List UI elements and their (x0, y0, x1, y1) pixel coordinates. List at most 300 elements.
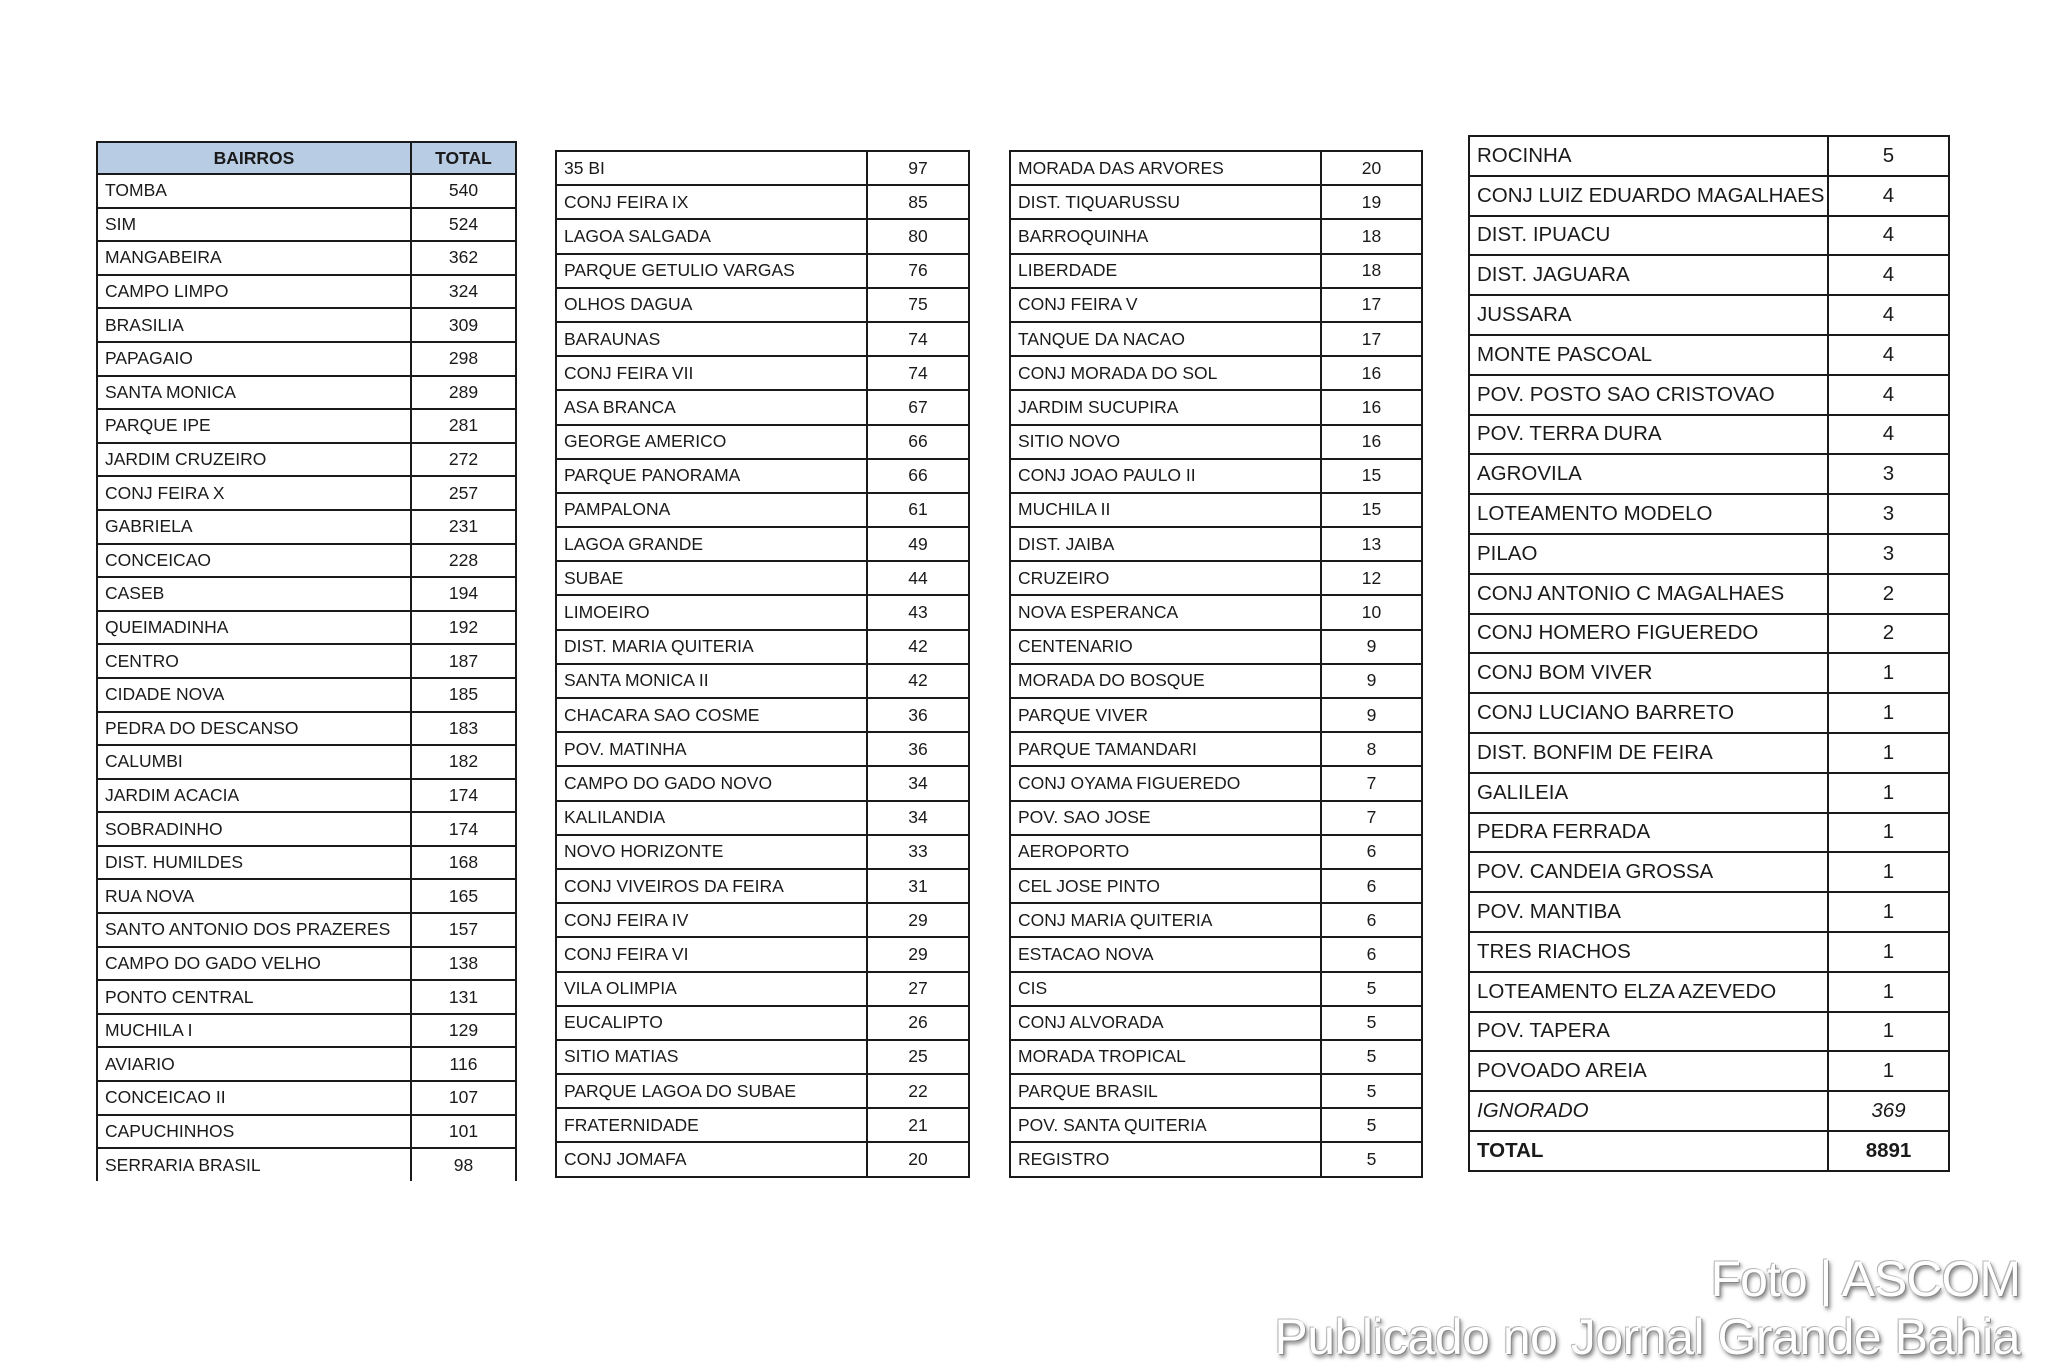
case-total: 13 (1321, 527, 1422, 561)
case-total: 17 (1321, 322, 1422, 356)
case-total: 4 (1828, 295, 1949, 335)
case-total: 9 (1321, 664, 1422, 698)
table-row (1010, 322, 1422, 356)
case-total: 5 (1828, 136, 1949, 176)
case-total: 107 (411, 1081, 516, 1115)
neighborhood-name: CONJ JOMAFA (556, 1142, 867, 1176)
column-header-total: TOTAL (411, 142, 516, 174)
case-total: 157 (411, 913, 516, 947)
table-row (556, 972, 969, 1006)
neighborhood-name: CENTENARIO (1010, 630, 1321, 664)
table-row (1469, 295, 1949, 335)
table-row (556, 322, 969, 356)
column-header-bairros: BAIRROS (97, 142, 411, 174)
table-row (1010, 732, 1422, 766)
case-total: 97 (867, 151, 969, 185)
neighborhood-name: POV. MANTIBA (1469, 892, 1828, 932)
table-row (1469, 255, 1949, 295)
table-row (1469, 653, 1949, 693)
case-total: 3 (1828, 454, 1949, 494)
neighborhood-name: BRASILIA (97, 308, 411, 342)
table-row (1010, 903, 1422, 937)
neighborhood-name: JARDIM CRUZEIRO (97, 443, 411, 477)
table-row (1469, 216, 1949, 256)
case-total: 1 (1828, 972, 1949, 1012)
table-row (556, 801, 969, 835)
case-total: 1 (1828, 733, 1949, 773)
neighborhood-name: POVOADO AREIA (1469, 1051, 1828, 1091)
table-row (1010, 972, 1422, 1006)
table-row (1469, 176, 1949, 216)
table-row (1010, 937, 1422, 971)
table-row (97, 1047, 516, 1081)
table-row (556, 903, 969, 937)
neighborhood-name: CASEB (97, 577, 411, 611)
neighborhood-name: PARQUE VIVER (1010, 698, 1321, 732)
neighborhood-name: DIST. BONFIM DE FEIRA (1469, 733, 1828, 773)
table-row (1010, 356, 1422, 390)
case-total: 1 (1828, 932, 1949, 972)
neighborhood-name: CAPUCHINHOS (97, 1115, 411, 1149)
table-row (97, 342, 516, 376)
case-total: 42 (867, 664, 969, 698)
neighborhood-name: KALILANDIA (556, 801, 867, 835)
case-total: 174 (411, 812, 516, 846)
neighborhood-name: PAMPALONA (556, 493, 867, 527)
neighborhood-name: CONCEICAO II (97, 1081, 411, 1115)
table-row (1469, 813, 1949, 853)
table-row (1469, 932, 1949, 972)
case-total: 116 (411, 1047, 516, 1081)
table-row (556, 835, 969, 869)
table-row (1010, 1074, 1422, 1108)
case-total: 2 (1828, 614, 1949, 654)
table-row (1010, 185, 1422, 219)
case-total: 4 (1828, 255, 1949, 295)
table-row (1010, 254, 1422, 288)
case-total: 15 (1321, 459, 1422, 493)
neighborhood-name: PARQUE PANORAMA (556, 459, 867, 493)
neighborhood-name: REGISTRO (1010, 1142, 1321, 1176)
table-row (97, 678, 516, 712)
case-total: 85 (867, 185, 969, 219)
table-row (1010, 459, 1422, 493)
table-row (1469, 852, 1949, 892)
table-row (97, 1014, 516, 1048)
neighborhood-name: TANQUE DA NACAO (1010, 322, 1321, 356)
case-total: 74 (867, 356, 969, 390)
ignored-value: 369 (1828, 1091, 1949, 1131)
neighborhood-name: MORADA DAS ARVORES (1010, 151, 1321, 185)
case-total: 18 (1321, 254, 1422, 288)
neighborhood-name: MORADA TROPICAL (1010, 1040, 1321, 1074)
neighborhood-name: POV. SANTA QUITERIA (1010, 1108, 1321, 1142)
case-total: 20 (867, 1142, 969, 1176)
neighborhood-name: VILA OLIMPIA (556, 972, 867, 1006)
neighborhood-name: TRES RIACHOS (1469, 932, 1828, 972)
neighborhood-name: SITIO NOVO (1010, 425, 1321, 459)
table-row (1010, 151, 1422, 185)
table-row (556, 425, 969, 459)
table-row (1010, 595, 1422, 629)
neighborhood-name: CONJ OYAMA FIGUEREDO (1010, 766, 1321, 800)
table-row (1469, 892, 1949, 932)
case-total: 4 (1828, 216, 1949, 256)
neighborhood-name: ROCINHA (1469, 136, 1828, 176)
case-total: 49 (867, 527, 969, 561)
table-row (1469, 614, 1949, 654)
case-total: 4 (1828, 335, 1949, 375)
table-row (97, 241, 516, 275)
neighborhood-name: CAMPO DO GADO VELHO (97, 947, 411, 981)
neighborhood-name: LAGOA GRANDE (556, 527, 867, 561)
neighborhood-name: POV. POSTO SAO CRISTOVAO (1469, 375, 1828, 415)
neighborhood-name: CONJ FEIRA VII (556, 356, 867, 390)
table-row (97, 476, 516, 510)
case-total: 29 (867, 903, 969, 937)
case-total: 6 (1321, 835, 1422, 869)
neighborhood-name: PARQUE GETULIO VARGAS (556, 254, 867, 288)
case-total: 5 (1321, 1074, 1422, 1108)
case-total: 9 (1321, 698, 1422, 732)
neighborhood-name: CONJ FEIRA IX (556, 185, 867, 219)
table-row (97, 812, 516, 846)
table-row (97, 208, 516, 242)
neighborhood-name: CONJ BOM VIVER (1469, 653, 1828, 693)
table-row (1469, 534, 1949, 574)
case-total: 74 (867, 322, 969, 356)
neighborhood-name: CONJ FEIRA VI (556, 937, 867, 971)
case-total: 272 (411, 443, 516, 477)
table-row (1469, 375, 1949, 415)
case-total: 80 (867, 219, 969, 253)
table-row (1010, 1142, 1422, 1176)
table-row (556, 561, 969, 595)
case-total: 165 (411, 879, 516, 913)
table-row (1469, 1051, 1949, 1091)
neighborhood-name: PAPAGAIO (97, 342, 411, 376)
table-row (1010, 664, 1422, 698)
table-row (1010, 527, 1422, 561)
neighborhood-name: AVIARIO (97, 1047, 411, 1081)
table-row (556, 1142, 969, 1176)
neighborhood-name: LAGOA SALGADA (556, 219, 867, 253)
neighborhood-name: AGROVILA (1469, 454, 1828, 494)
table-row (556, 698, 969, 732)
neighborhood-name: MONTE PASCOAL (1469, 335, 1828, 375)
neighborhood-name: BARAUNAS (556, 322, 867, 356)
neighborhood-name: CAMPO LIMPO (97, 275, 411, 309)
table-row (1010, 1108, 1422, 1142)
table-row (556, 1006, 969, 1040)
neighborhood-name: EUCALIPTO (556, 1006, 867, 1040)
table-row (556, 254, 969, 288)
neighborhood-name: MANGABEIRA (97, 241, 411, 275)
case-total: 76 (867, 254, 969, 288)
neighborhood-name: CONJ ALVORADA (1010, 1006, 1321, 1040)
neighborhood-name: FRATERNIDADE (556, 1108, 867, 1142)
neighborhood-name: PARQUE BRASIL (1010, 1074, 1321, 1108)
neighborhood-name: PONTO CENTRAL (97, 980, 411, 1014)
case-total: 4 (1828, 375, 1949, 415)
table-row (97, 275, 516, 309)
neighborhood-name: SIM (97, 208, 411, 242)
case-total: 4 (1828, 415, 1949, 455)
neighborhood-name: SANTO ANTONIO DOS PRAZERES (97, 913, 411, 947)
neighborhood-name: CONJ HOMERO FIGUEREDO (1469, 614, 1828, 654)
case-total: 29 (867, 937, 969, 971)
neighborhood-name: CALUMBI (97, 745, 411, 779)
case-total: 16 (1321, 390, 1422, 424)
neighborhood-name: CONJ ANTONIO C MAGALHAES (1469, 574, 1828, 614)
neighborhood-name: CONJ LUIZ EDUARDO MAGALHAES (1469, 176, 1828, 216)
table-row (556, 1040, 969, 1074)
case-total: 15 (1321, 493, 1422, 527)
case-total: 66 (867, 425, 969, 459)
case-total: 4 (1828, 176, 1949, 216)
table-row (556, 390, 969, 424)
table-row (1469, 415, 1949, 455)
neighborhood-name: TOMBA (97, 174, 411, 208)
table-row (1010, 561, 1422, 595)
case-total: 524 (411, 208, 516, 242)
neighborhood-name: PARQUE TAMANDARI (1010, 732, 1321, 766)
neighborhood-name: PARQUE LAGOA DO SUBAE (556, 1074, 867, 1108)
neighborhood-name: SANTA MONICA II (556, 664, 867, 698)
table-row (556, 664, 969, 698)
table-row (97, 712, 516, 746)
case-total: 228 (411, 544, 516, 578)
case-total: 324 (411, 275, 516, 309)
table-row (97, 409, 516, 443)
case-total: 98 (411, 1148, 516, 1181)
table-row (97, 980, 516, 1014)
table-row (1469, 574, 1949, 614)
table-row (1469, 454, 1949, 494)
neighborhood-name: CONJ FEIRA V (1010, 288, 1321, 322)
case-total: 309 (411, 308, 516, 342)
table-row (1010, 698, 1422, 732)
grand-total-label: TOTAL (1469, 1131, 1828, 1171)
neighborhood-name: LIMOEIRO (556, 595, 867, 629)
table-row (1469, 693, 1949, 733)
case-total: 75 (867, 288, 969, 322)
table-row (556, 869, 969, 903)
table-row (97, 1115, 516, 1149)
table-row (556, 459, 969, 493)
case-total: 17 (1321, 288, 1422, 322)
photo-credit-watermark: Foto | ASCOM (1710, 1251, 2020, 1307)
neighborhood-table-4 (1468, 135, 1950, 1172)
table-row (97, 913, 516, 947)
table-row (1010, 425, 1422, 459)
case-total: 6 (1321, 937, 1422, 971)
table-row (1469, 733, 1949, 773)
case-total: 168 (411, 846, 516, 880)
neighborhood-name: CRUZEIRO (1010, 561, 1321, 595)
table-row (97, 745, 516, 779)
case-total: 231 (411, 510, 516, 544)
neighborhood-name: CONJ FEIRA IV (556, 903, 867, 937)
neighborhood-name: SOBRADINHO (97, 812, 411, 846)
neighborhood-name: NOVA ESPERANCA (1010, 595, 1321, 629)
table-row (97, 947, 516, 981)
case-total: 5 (1321, 1142, 1422, 1176)
table-row (556, 185, 969, 219)
table-row (97, 443, 516, 477)
neighborhood-name: PEDRA FERRADA (1469, 813, 1828, 853)
case-total: 1 (1828, 813, 1949, 853)
case-total: 5 (1321, 1108, 1422, 1142)
neighborhood-name: DIST. TIQUARUSSU (1010, 185, 1321, 219)
case-total: 5 (1321, 1006, 1422, 1040)
neighborhood-name: LOTEAMENTO MODELO (1469, 494, 1828, 534)
neighborhood-name: ASA BRANCA (556, 390, 867, 424)
case-total: 22 (867, 1074, 969, 1108)
case-total: 33 (867, 835, 969, 869)
neighborhood-name: POV. TAPERA (1469, 1012, 1828, 1052)
case-total: 257 (411, 476, 516, 510)
neighborhood-name: PEDRA DO DESCANSO (97, 712, 411, 746)
case-total: 298 (411, 342, 516, 376)
neighborhood-name: CAMPO DO GADO NOVO (556, 766, 867, 800)
table-row (556, 493, 969, 527)
neighborhood-name: DIST. JAGUARA (1469, 255, 1828, 295)
case-total: 42 (867, 630, 969, 664)
case-total: 281 (411, 409, 516, 443)
table-row (1469, 136, 1949, 176)
neighborhood-name: QUEIMADINHA (97, 611, 411, 645)
case-total: 194 (411, 577, 516, 611)
case-total: 12 (1321, 561, 1422, 595)
table-row (556, 1074, 969, 1108)
grand-total-row (1469, 1131, 1949, 1171)
case-total: 19 (1321, 185, 1422, 219)
case-total: 5 (1321, 972, 1422, 1006)
table-row (556, 732, 969, 766)
case-total: 16 (1321, 425, 1422, 459)
table-row (1469, 1012, 1949, 1052)
table-row (1469, 773, 1949, 813)
table-row (556, 288, 969, 322)
case-total: 7 (1321, 801, 1422, 835)
case-total: 31 (867, 869, 969, 903)
table-row (97, 544, 516, 578)
neighborhood-name: RUA NOVA (97, 879, 411, 913)
neighborhood-name: DIST. JAIBA (1010, 527, 1321, 561)
neighborhood-name: GABRIELA (97, 510, 411, 544)
neighborhood-name: POV. CANDEIA GROSSA (1469, 852, 1828, 892)
table-row (1010, 766, 1422, 800)
neighborhood-name: CONJ MARIA QUITERIA (1010, 903, 1321, 937)
neighborhood-name: OLHOS DAGUA (556, 288, 867, 322)
table-row (97, 779, 516, 813)
table-row (97, 174, 516, 208)
neighborhood-name: DIST. IPUACU (1469, 216, 1828, 256)
case-total: 187 (411, 644, 516, 678)
neighborhood-name: CONJ JOAO PAULO II (1010, 459, 1321, 493)
case-total: 1 (1828, 1012, 1949, 1052)
case-total: 3 (1828, 534, 1949, 574)
case-total: 1 (1828, 892, 1949, 932)
case-total: 10 (1321, 595, 1422, 629)
neighborhood-name: MORADA DO BOSQUE (1010, 664, 1321, 698)
table-row (556, 595, 969, 629)
case-total: 1 (1828, 852, 1949, 892)
case-total: 1 (1828, 653, 1949, 693)
neighborhood-name: SITIO MATIAS (556, 1040, 867, 1074)
neighborhood-name: CHACARA SAO COSME (556, 698, 867, 732)
case-total: 182 (411, 745, 516, 779)
table-row (97, 1148, 516, 1181)
case-total: 6 (1321, 869, 1422, 903)
table-row (1010, 493, 1422, 527)
table-row (1469, 972, 1949, 1012)
neighborhood-name: CONJ MORADA DO SOL (1010, 356, 1321, 390)
table-row (1010, 630, 1422, 664)
neighborhood-name: GALILEIA (1469, 773, 1828, 813)
case-total: 6 (1321, 903, 1422, 937)
neighborhood-name: BARROQUINHA (1010, 219, 1321, 253)
case-total: 3 (1828, 494, 1949, 534)
neighborhood-name: JARDIM ACACIA (97, 779, 411, 813)
neighborhood-name: LOTEAMENTO ELZA AZEVEDO (1469, 972, 1828, 1012)
case-total: 289 (411, 376, 516, 410)
case-total: 138 (411, 947, 516, 981)
neighborhood-name: LIBERDADE (1010, 254, 1321, 288)
table-row (97, 846, 516, 880)
case-total: 36 (867, 732, 969, 766)
neighborhood-name: MUCHILA II (1010, 493, 1321, 527)
case-total: 9 (1321, 630, 1422, 664)
case-total: 183 (411, 712, 516, 746)
case-total: 185 (411, 678, 516, 712)
table-row (556, 937, 969, 971)
neighborhood-name: AEROPORTO (1010, 835, 1321, 869)
case-total: 61 (867, 493, 969, 527)
table-row (556, 151, 969, 185)
table-row (97, 644, 516, 678)
neighborhood-name: 35 BI (556, 151, 867, 185)
case-total: 67 (867, 390, 969, 424)
case-total: 34 (867, 766, 969, 800)
neighborhood-name: MUCHILA I (97, 1014, 411, 1048)
publisher-watermark: Publicado no Jornal Grande Bahia (1274, 1309, 2020, 1365)
table-row (1010, 288, 1422, 322)
case-total: 18 (1321, 219, 1422, 253)
table-header-row (97, 142, 516, 174)
table-row (97, 308, 516, 342)
table-row (1010, 390, 1422, 424)
table-row (1469, 494, 1949, 534)
table-row (97, 611, 516, 645)
case-total: 540 (411, 174, 516, 208)
case-total: 20 (1321, 151, 1422, 185)
case-total: 43 (867, 595, 969, 629)
neighborhood-table-3 (1009, 150, 1423, 1178)
neighborhood-name: CONJ FEIRA X (97, 476, 411, 510)
case-total: 1 (1828, 693, 1949, 733)
case-total: 7 (1321, 766, 1422, 800)
neighborhood-name: GEORGE AMERICO (556, 425, 867, 459)
neighborhood-name: JUSSARA (1469, 295, 1828, 335)
case-total: 8 (1321, 732, 1422, 766)
table-row (556, 1108, 969, 1142)
case-total: 16 (1321, 356, 1422, 390)
case-total: 101 (411, 1115, 516, 1149)
case-total: 36 (867, 698, 969, 732)
neighborhood-name: PILAO (1469, 534, 1828, 574)
